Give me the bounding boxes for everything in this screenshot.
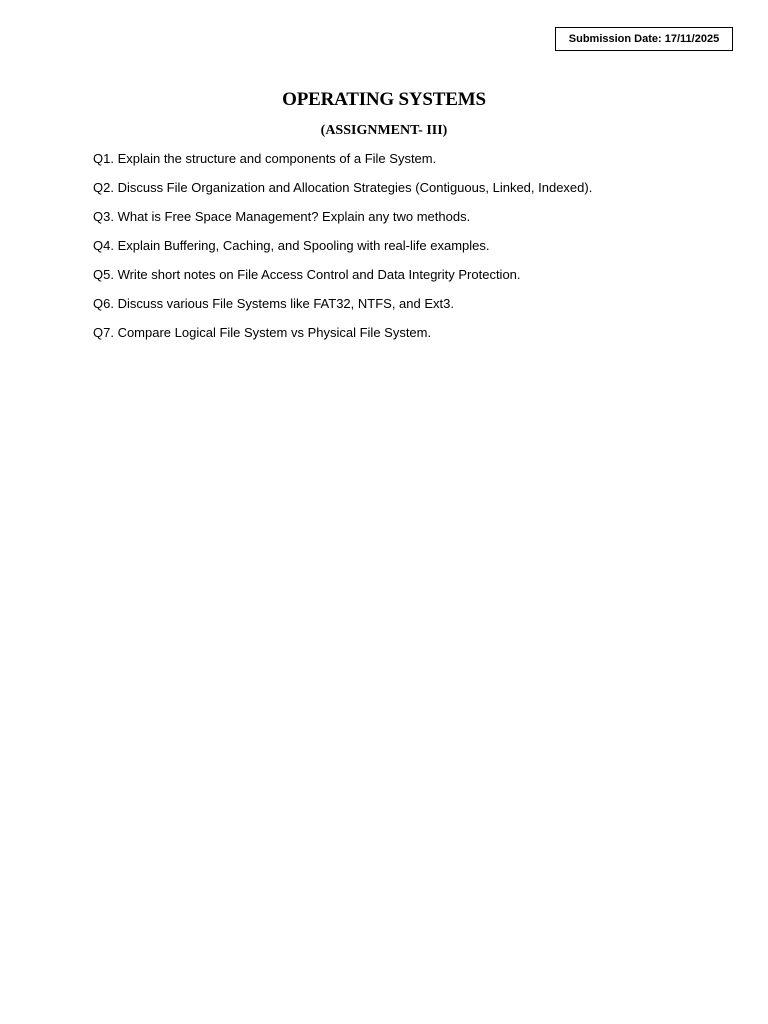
submission-date-box: Submission Date: 17/11/2025 xyxy=(555,27,733,51)
question-item-5: Q5. Write short notes on File Access Control and Data Integrity Protection. xyxy=(93,267,521,282)
question-item-1: Q1. Explain the structure and components of a File System. xyxy=(93,151,437,166)
question-item-6: Q6. Discuss various File Systems like FAT32, NTFS, and Ext3. xyxy=(93,296,454,311)
question-item-7: Q7. Compare Logical File System vs Physical File System. xyxy=(93,325,432,340)
document-title: OPERATING SYSTEMS xyxy=(282,89,486,110)
question-item-3: Q3. What is Free Space Management? Explain any two methods. xyxy=(93,209,471,224)
document-subtitle: (ASSIGNMENT- III) xyxy=(320,123,448,138)
question-item-2: Q2. Discuss File Organization and Allocation Strategies (Contiguous, Linked, Indexed). xyxy=(93,180,593,195)
question-list xyxy=(93,149,592,352)
question-item-4: Q4. Explain Buffering, Caching, and Spooling with real-life examples. xyxy=(93,238,490,253)
